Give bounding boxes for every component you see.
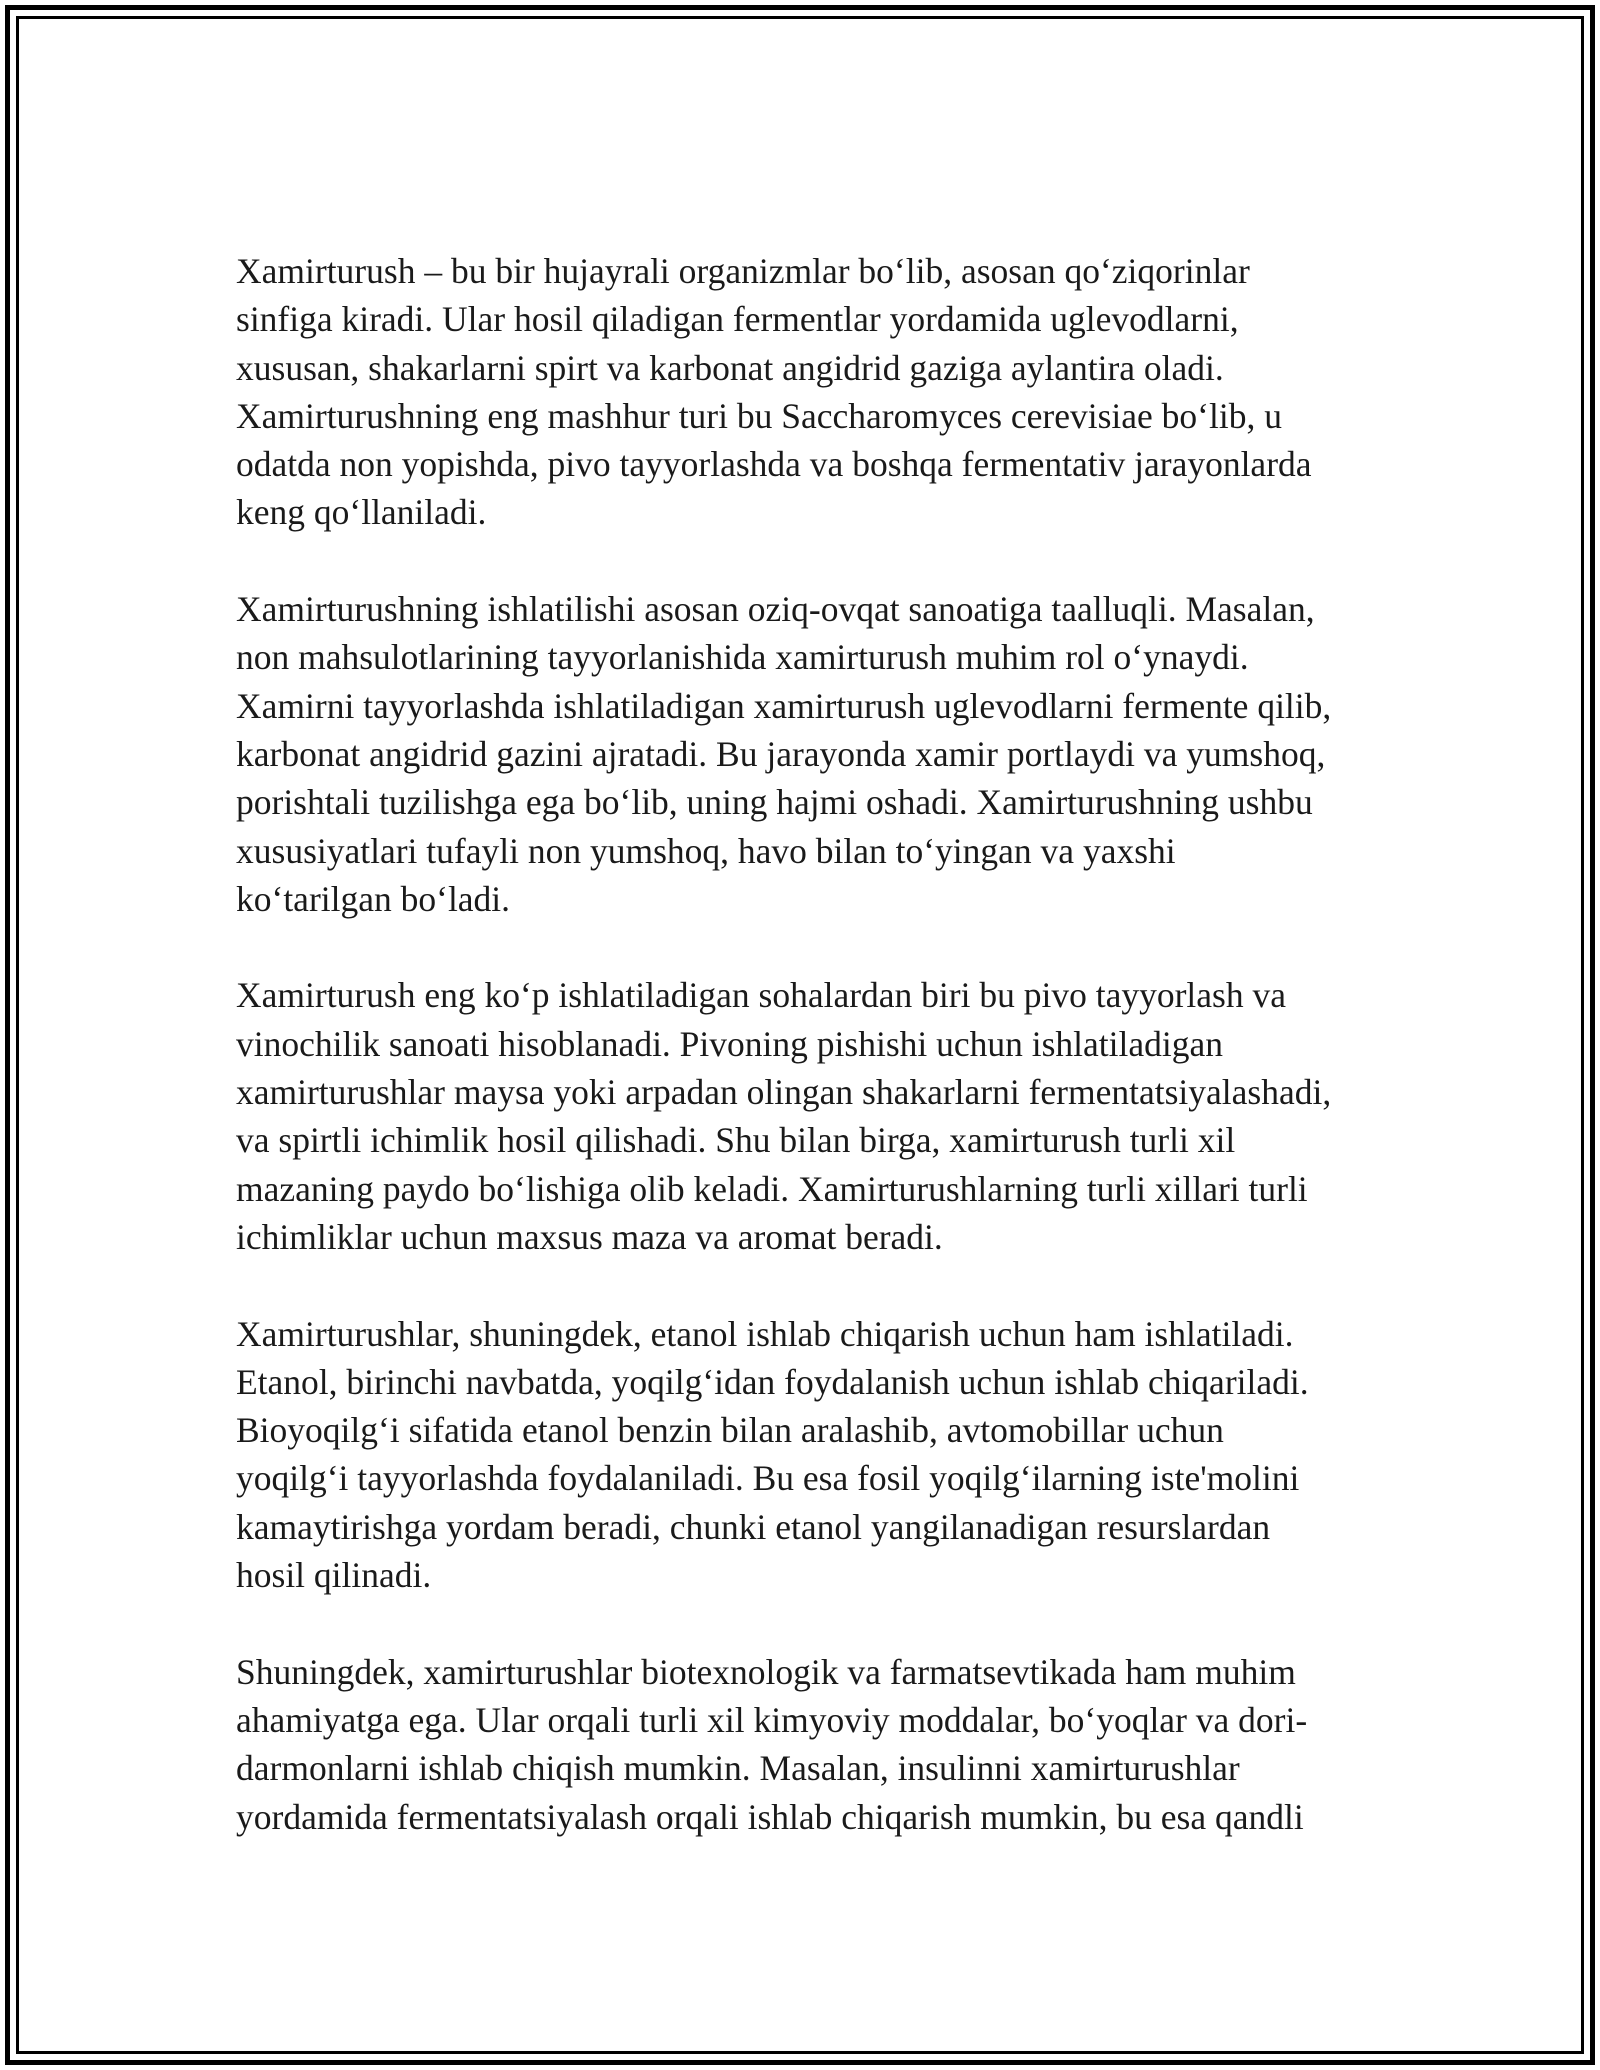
text-line: va spirtli ichimlik hosil qilishadi. Shu bilan birga, xamirturush turli xil bbox=[236, 1120, 1236, 1161]
text-line: Shuningdek, xamirturushlar biotexnologik va farmatsevtikada ham muhim bbox=[236, 1651, 1296, 1692]
document-body bbox=[236, 247, 1376, 1889]
text-line: mazaning paydo bo‘lishiga olib keladi. Xamirturushlarning turli xillari turli bbox=[236, 1168, 1308, 1209]
text-line: xususan, shakarlarni spirt va karbonat angidrid gaziga aylantira oladi. bbox=[236, 347, 1224, 388]
text-line: ichimliklar uchun maxsus maza va aromat beradi. bbox=[236, 1216, 943, 1257]
text-line: vinochilik sanoati hisoblanadi. Pivoning pishishi uchun ishlatiladigan bbox=[236, 1023, 1224, 1064]
text-line: sinfiga kiradi. Ular hosil qiladigan fermentlar yordamida uglevodlarni, bbox=[236, 299, 1239, 340]
text-line: xususiyatlari tufayli non yumshoq, havo bilan to‘yingan va yaxshi bbox=[236, 830, 1176, 871]
text-line: Xamirturush eng ko‘p ishlatiladigan sohalardan biri bu pivo tayyorlash va bbox=[236, 975, 1286, 1016]
text-line: non mahsulotlarining tayyorlanishida xamirturush muhim rol o‘ynaydi. bbox=[236, 637, 1249, 678]
text-line: porishtali tuzilishga ega bo‘lib, uning hajmi oshadi. Xamirturushning ushbu bbox=[236, 782, 1313, 823]
text-line: Xamirturushning eng mashhur turi bu Saccharomyces cerevisiae bo‘lib, u bbox=[236, 395, 1282, 436]
text-line: xamirturushlar maysa yoki arpadan olingan shakarlarni fermentatsiyalashadi, bbox=[236, 1072, 1332, 1113]
text-line: Xamirturushlar, shuningdek, etanol ishlab chiqarish uchun ham ishlatiladi. bbox=[236, 1313, 1294, 1354]
paragraph-1 bbox=[236, 247, 1376, 537]
text-line: darmonlarni ishlab chiqish mumkin. Masalan, insulinni xamirturushlar bbox=[236, 1748, 1240, 1789]
text-line: Etanol, birinchi navbatda, yoqilg‘idan foydalanish uchun ishlab chiqariladi. bbox=[236, 1361, 1309, 1402]
text-line: yordamida fermentatsiyalash orqali ishlab chiqarish mumkin, bu esa qandli bbox=[236, 1796, 1304, 1837]
text-line: yoqilg‘i tayyorlashda foydalaniladi. Bu esa fosil yoqilg‘ilarning iste'molini bbox=[236, 1458, 1300, 1499]
text-line: hosil qilinadi. bbox=[236, 1555, 432, 1596]
text-line: ko‘tarilgan bo‘ladi. bbox=[236, 878, 511, 919]
text-line: Xamirturushning ishlatilishi asosan oziq-ovqat sanoatiga taalluqli. Masalan, bbox=[236, 589, 1315, 630]
text-line: Xamirturush – bu bir hujayrali organizmlar bo‘lib, asosan qo‘ziqorinlar bbox=[236, 251, 1250, 291]
text-line: ahamiyatga ega. Ular orqali turli xil kimyoviy moddalar, bo‘yoqlar va dori- bbox=[236, 1699, 1308, 1740]
text-line: karbonat angidrid gazini ajratadi. Bu jarayonda xamir portlaydi va yumshoq, bbox=[236, 733, 1326, 774]
text-line: Bioyoqilg‘i sifatida etanol benzin bilan aralashib, avtomobillar uchun bbox=[236, 1410, 1224, 1451]
text-line: kamaytirishga yordam beradi, chunki etanol yangilanadigan resurslardan bbox=[236, 1506, 1271, 1547]
text-line: odatda non yopishda, pivo tayyorlashda va boshqa fermentativ jarayonlarda bbox=[236, 444, 1312, 485]
paragraph-4 bbox=[236, 1310, 1376, 1600]
text-line: keng qo‘llaniladi. bbox=[236, 492, 487, 533]
paragraph-2 bbox=[236, 585, 1376, 923]
paragraph-3 bbox=[236, 971, 1376, 1261]
text-line: Xamirni tayyorlashda ishlatiladigan xamirturush uglevodlarni fermente qilib, bbox=[236, 685, 1332, 726]
paragraph-5 bbox=[236, 1648, 1376, 1841]
